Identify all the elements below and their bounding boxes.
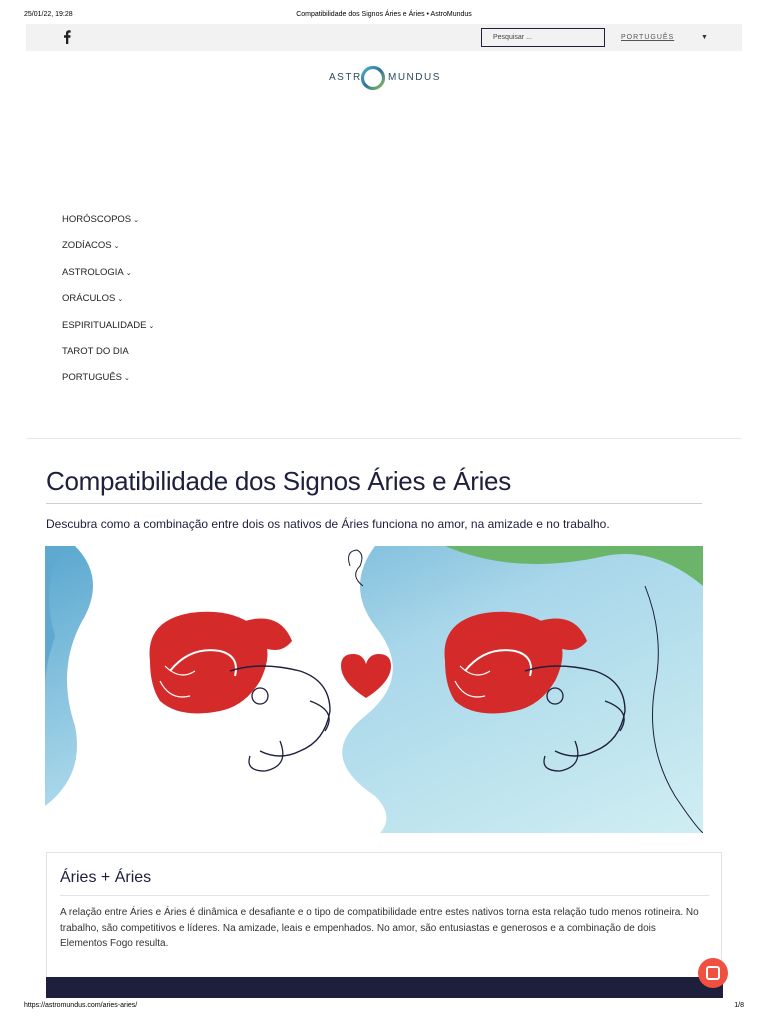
facebook-icon[interactable] (62, 30, 72, 44)
search-input[interactable]: Pesquisar ... (481, 28, 605, 47)
page-title: Compatibilidade dos Signos Áries e Áries (46, 466, 511, 496)
print-url: https://astromundus.com/aries-aries/ (24, 1002, 138, 1009)
nav-item-zodiacos[interactable]: ZODÍACOS ⌄ (62, 240, 120, 251)
title-underline (46, 503, 702, 504)
chevron-down-icon: ⌄ (124, 375, 130, 382)
chevron-down-icon: ⌄ (133, 217, 140, 224)
print-footer (0, 1002, 768, 1012)
nav-item-astrologia[interactable]: ASTROLOGIA ⌄ (62, 267, 132, 278)
nav-item-portugues[interactable]: PORTUGUÊS ⌄ (62, 372, 130, 383)
chevron-down-icon: ⌄ (117, 296, 124, 303)
header-divider (26, 438, 742, 439)
chat-button[interactable] (698, 958, 728, 988)
language-select[interactable]: PORTUGUÊS (621, 34, 675, 41)
print-document-title: Compatibilidade dos Signos Áries e Áries • AstroMundus (296, 11, 472, 18)
logo-ring-icon (359, 64, 387, 92)
chevron-down-icon: ⌄ (148, 323, 155, 330)
card-heading: Áries + Áries (60, 869, 152, 886)
site-logo[interactable] (0, 64, 768, 94)
card-body: A relação entre Áries e Áries é dinâmica e desafiante e o tipo de compatibilidade entre estes nativos torna esta relação tudo menos rotineira. No trabalho, são competitivos e líderes. Na amizade, leais e empenhados. No amor, são entusiastas e generosos e a combinação de dois Elementos Fogo resulta. (60, 907, 699, 949)
hero-image (45, 546, 703, 833)
nav-item-oraculos[interactable]: ORÁCULOS ⌄ (62, 293, 124, 304)
card-footer-bar (46, 977, 723, 998)
card-divider (60, 895, 709, 896)
nav-item-tarot-do-dia[interactable]: TAROT DO DIA (62, 346, 129, 357)
top-bar (26, 24, 742, 51)
chevron-down-icon: ⌄ (113, 243, 120, 250)
nav-item-espiritualidade[interactable]: ESPIRITUALIDADE ⌄ (62, 320, 155, 331)
logo-text-right: MUNDUS (388, 72, 441, 83)
print-header (0, 11, 768, 21)
nav-item-horoscopos[interactable]: HORÓSCOPOS ⌄ (62, 214, 140, 225)
print-page-number: 1/8 (734, 1002, 744, 1009)
logo-text-left: ASTR (329, 72, 362, 83)
language-dropdown-arrow[interactable]: ▼ (701, 34, 708, 41)
print-timestamp: 25/01/22, 19:28 (24, 11, 73, 18)
chevron-down-icon: ⌄ (125, 270, 132, 277)
page-subtitle: Descubra como a combinação entre dois os nativos de Áries funciona no amor, na amizade e no trabalho. (46, 517, 610, 531)
